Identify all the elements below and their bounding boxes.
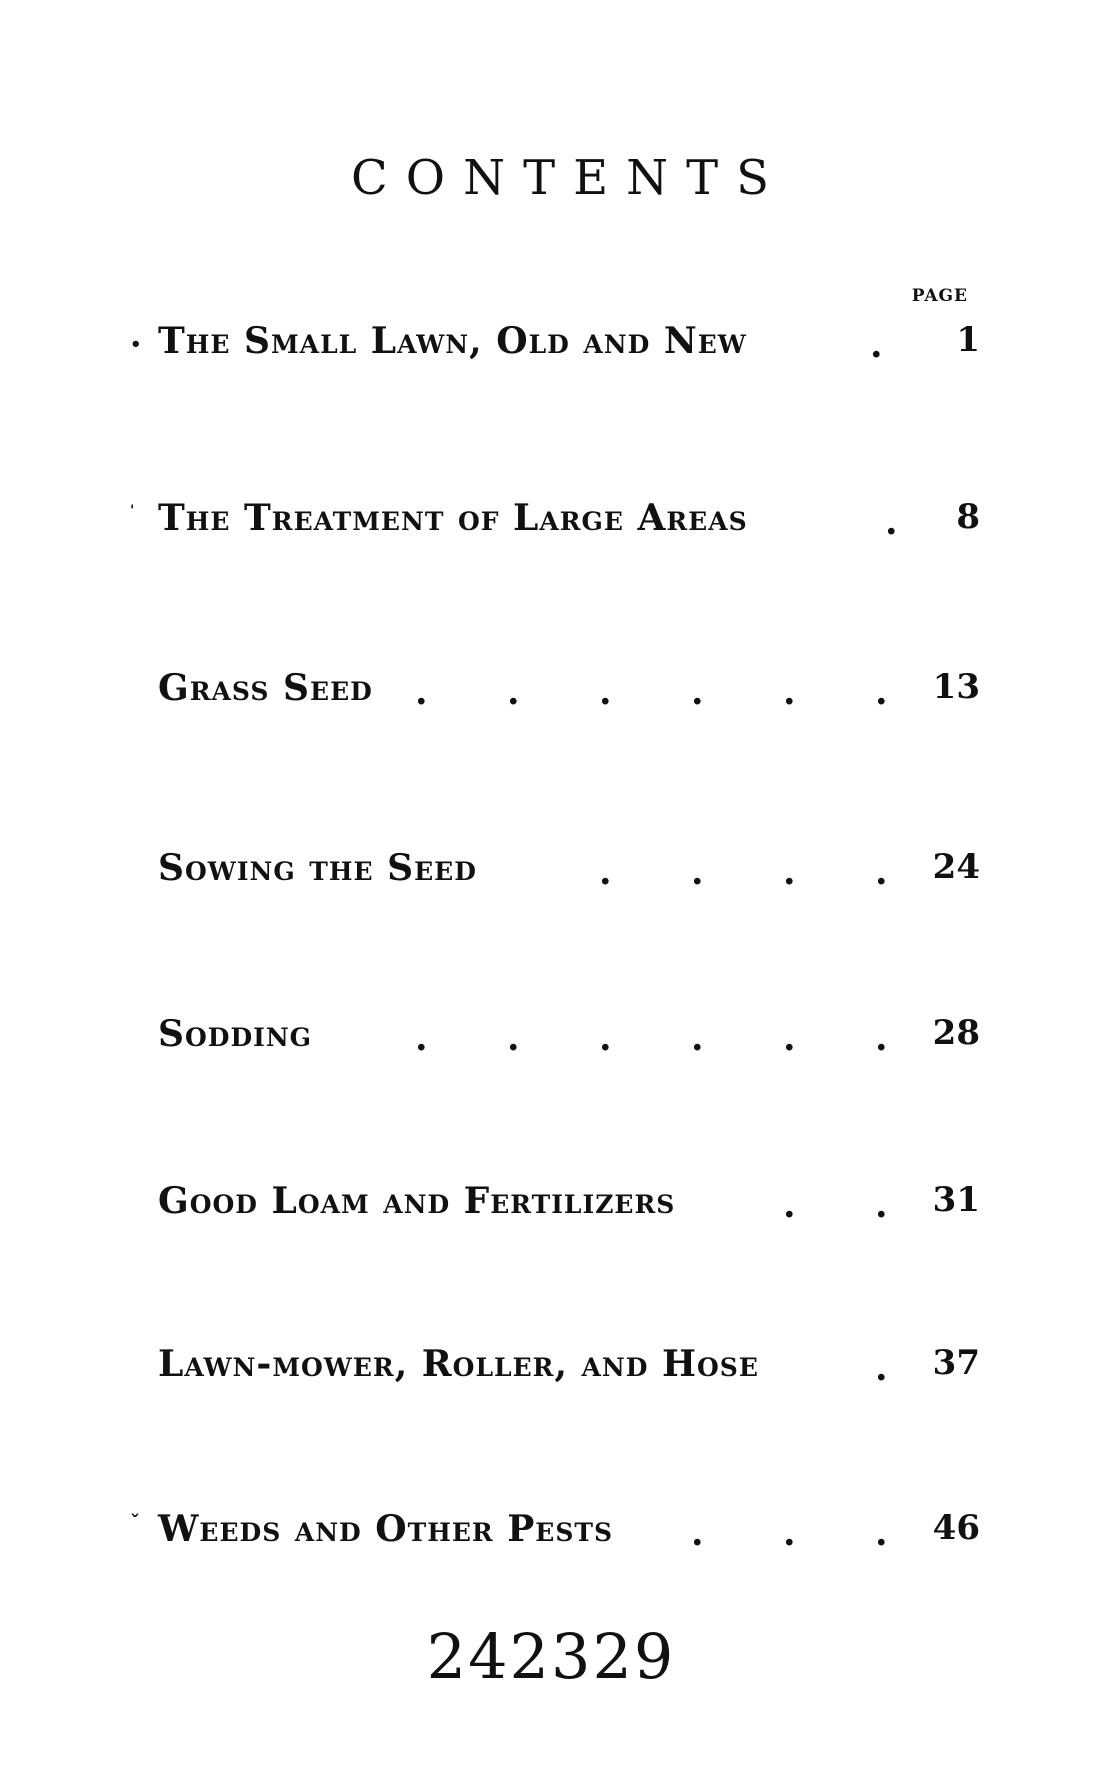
accession-number-stamp: 242329 bbox=[426, 1620, 676, 1693]
toc-entry: Good Loam and Fertilizers . . 31 bbox=[158, 1180, 980, 1226]
toc-entry-page: 31 bbox=[932, 1180, 980, 1220]
margin-tick-mark: • bbox=[130, 334, 142, 355]
toc-entry-title: Sodding bbox=[158, 1013, 313, 1055]
toc-entry-title: Good Loam and Fertilizers bbox=[158, 1180, 676, 1222]
toc-entry-title: The Small Lawn, Old and New bbox=[158, 320, 747, 362]
margin-check-mark: ˇ bbox=[130, 1510, 140, 1534]
toc-entry: Sowing the Seed . . . . 24 bbox=[158, 847, 980, 893]
toc-entry-title: Lawn-mower, Roller, and Hose bbox=[158, 1343, 759, 1385]
toc-entry: • The Small Lawn, Old and New . 1 bbox=[130, 320, 980, 366]
toc-entry-page: 28 bbox=[932, 1013, 980, 1053]
toc-entry: ˇ Weeds and Other Pests . . . 46 bbox=[130, 1508, 980, 1554]
toc-entry: Sodding . . . . . . 28 bbox=[158, 1013, 980, 1059]
toc-entry-title: Weeds and Other Pests bbox=[158, 1508, 614, 1550]
toc-entry-title: Sowing the Seed bbox=[158, 847, 477, 889]
toc-entry: ' The Treatment of Large Areas . 8 bbox=[130, 497, 980, 543]
toc-entry-page: 8 bbox=[956, 497, 980, 537]
toc-entry-title: The Treatment of Large Areas bbox=[158, 497, 748, 539]
margin-tick-mark: ' bbox=[130, 503, 135, 519]
toc-entry-page: 37 bbox=[932, 1343, 980, 1383]
toc-entry-page: 1 bbox=[956, 320, 980, 360]
toc-entry-page: 24 bbox=[932, 847, 980, 887]
toc-entry: Lawn-mower, Roller, and Hose . 37 bbox=[158, 1343, 980, 1389]
toc-entry-page: 13 bbox=[932, 667, 980, 707]
page-column-label: PAGE bbox=[911, 286, 968, 306]
toc-entry-page: 46 bbox=[932, 1508, 980, 1548]
contents-heading: CONTENTS bbox=[350, 150, 788, 206]
toc-entry-title: Grass Seed bbox=[158, 667, 373, 709]
toc-entry: Grass Seed . . . . . . 13 bbox=[158, 667, 980, 713]
